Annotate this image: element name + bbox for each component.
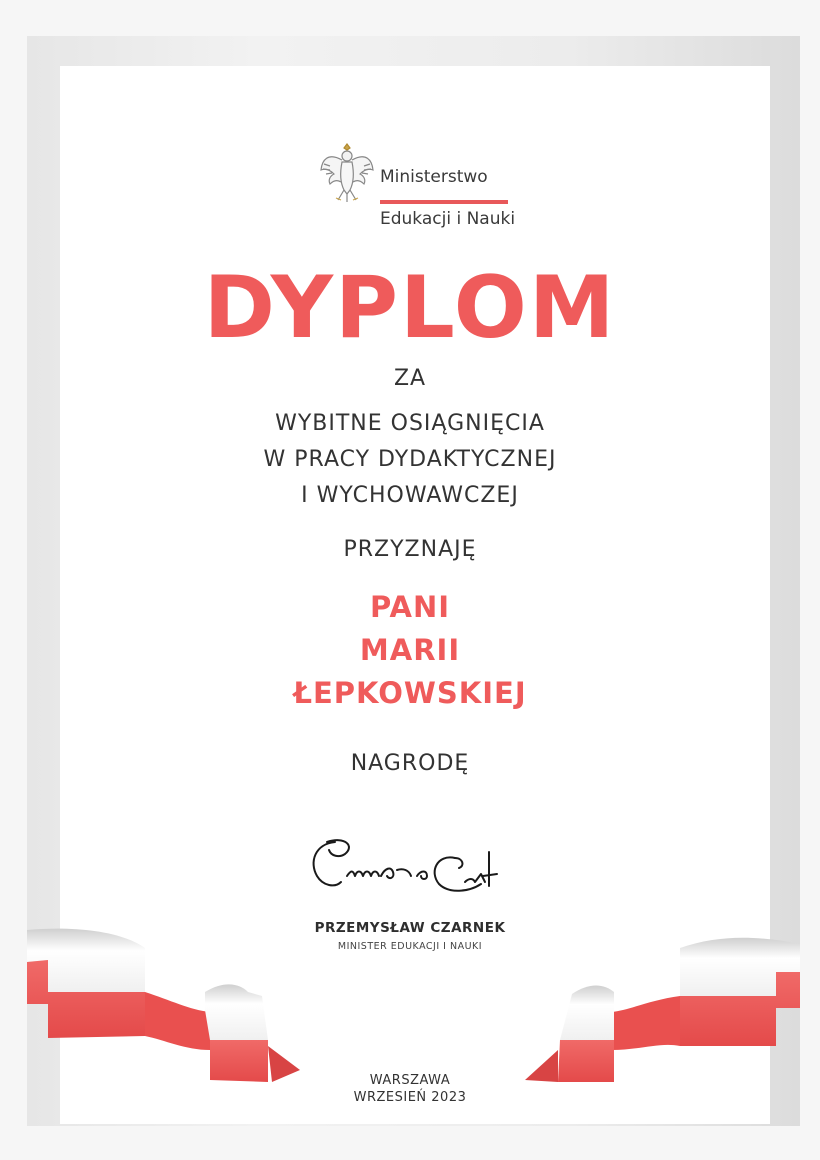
signature (305, 832, 525, 904)
reason-line-2: W PRACY DYDAKTYCZNEJ (263, 447, 557, 472)
city: WARSZAWA (369, 1073, 451, 1088)
signatory-name: PRZEMYSŁAW CZARNEK (314, 920, 506, 936)
ministry-name (380, 146, 515, 251)
diploma-title: DYPLOM (203, 258, 617, 358)
recipient-line-3: ŁEPKOWSKIEJ (293, 676, 527, 710)
signatory-role: MINISTER EDUKACJI I NAUKI (337, 941, 483, 952)
for-text: ZA (393, 366, 427, 391)
polish-flag-ribbon (0, 900, 820, 1100)
recipient-line-1: PANI (369, 590, 451, 624)
reason-line-3: I WYCHOWAWCZEJ (301, 483, 519, 508)
ministry-name-line2: Edukacji i Nauki (380, 209, 516, 229)
date: WRZESIEŃ 2023 (353, 1090, 467, 1105)
award-text: NAGRODĘ (350, 751, 470, 776)
ministry-logo (318, 140, 518, 229)
recipient-line-2: MARII (359, 633, 461, 667)
grant-text: PRZYZNAJĘ (343, 537, 477, 562)
reason-line-1: WYBITNE OSIĄGNIĘCIA (275, 411, 545, 436)
polish-eagle-icon (318, 140, 376, 206)
ministry-name-line1: Ministerstwo (380, 167, 488, 187)
logo-underline (380, 200, 508, 204)
